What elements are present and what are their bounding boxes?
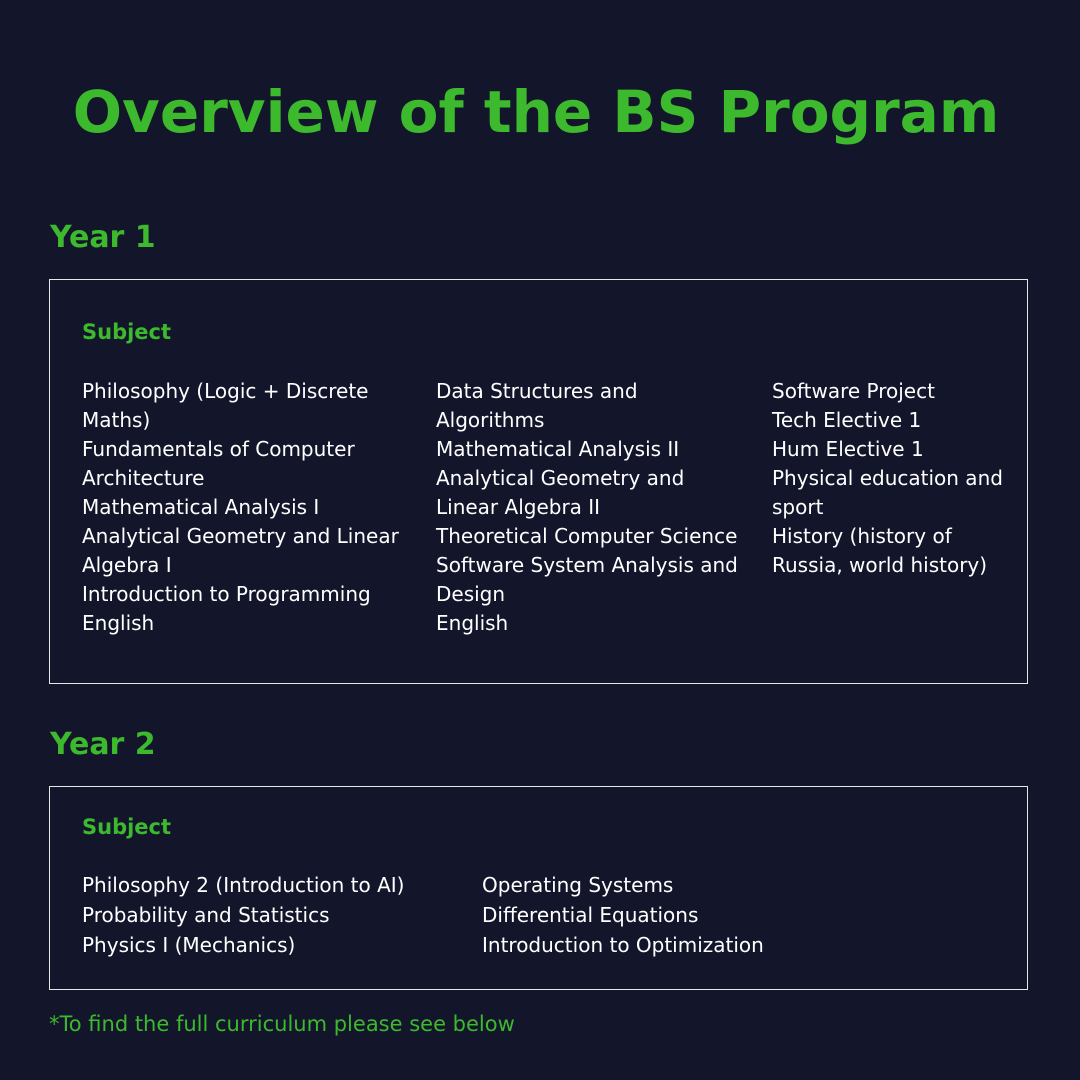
curriculum-footnote: *To find the full curriculum please see below (49, 1012, 515, 1036)
page-title: Overview of the BS Program (72, 78, 1000, 146)
year-1-column-1 (82, 377, 412, 638)
subject-item: Data Structures and Algorithms (436, 379, 638, 432)
subject-item: Philosophy (Logic + Discrete Maths) (82, 379, 369, 432)
year-1-column-2 (436, 377, 748, 638)
subject-item: Introduction to Optimization (482, 933, 764, 957)
subject-item: Operating Systems (482, 873, 674, 897)
year-1-subject-header: Subject (82, 320, 172, 344)
subject-item: Differential Equations (482, 903, 699, 927)
subject-item: English (436, 611, 509, 635)
year-1-column-3 (772, 377, 1012, 580)
year-2-table (49, 786, 1028, 990)
year-2-heading: Year 2 (50, 727, 156, 762)
subject-item: Tech Elective 1 (772, 408, 922, 432)
subject-item: Probability and Statistics (82, 903, 330, 927)
year-2-subject-header: Subject (82, 815, 172, 839)
subject-item: Analytical Geometry and Linear Algebra I (82, 524, 399, 577)
subject-item: Theoretical Computer Science (436, 524, 738, 548)
subject-item: Physics I (Mechanics) (82, 933, 296, 957)
year-1-table (49, 279, 1028, 684)
subject-item: English (82, 611, 155, 635)
subject-item: History (history of Russia, world history) (772, 524, 988, 577)
subject-item: Software Project (772, 379, 935, 403)
year-2-column-2 (482, 870, 882, 960)
subject-item: Hum Elective 1 (772, 437, 924, 461)
subject-item: Mathematical Analysis II (436, 437, 680, 461)
subject-item: Fundamentals of Computer Architecture (82, 437, 355, 490)
year-1-heading: Year 1 (50, 220, 156, 255)
subject-item: Physical education and sport (772, 466, 1003, 519)
subject-item: Mathematical Analysis I (82, 495, 320, 519)
subject-item: Philosophy 2 (Introduction to AI) (82, 873, 405, 897)
subject-item: Introduction to Programming (82, 582, 371, 606)
year-2-column-1 (82, 870, 482, 960)
subject-item: Analytical Geometry and Linear Algebra II (436, 466, 685, 519)
subject-item: Software System Analysis and Design (436, 553, 738, 606)
